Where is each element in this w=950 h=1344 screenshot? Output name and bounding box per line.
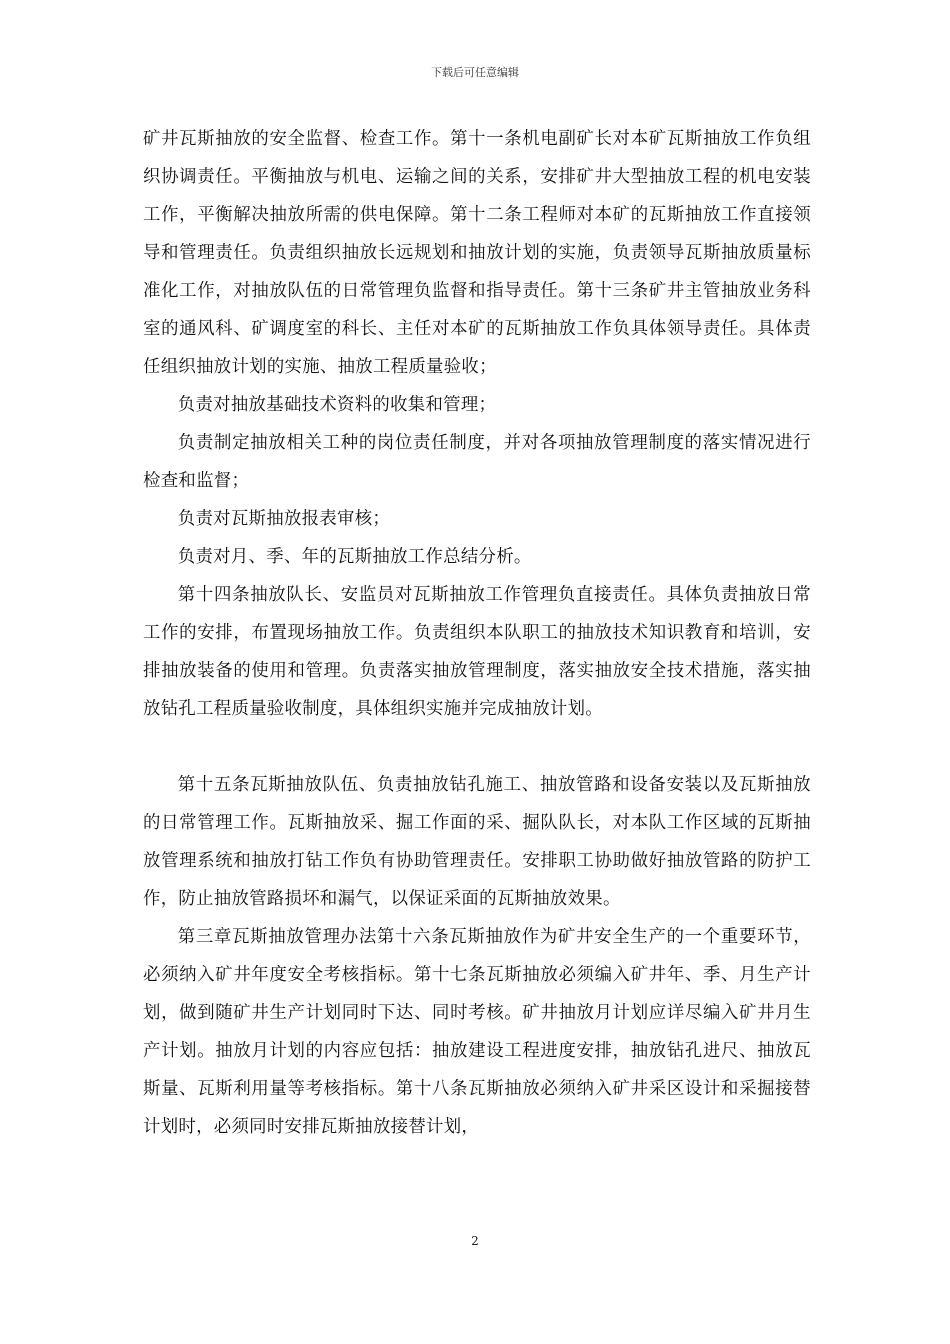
paragraph-article-15: 第十五条瓦斯抽放队伍、负责抽放钻孔施工、抽放管路和设备安装以及瓦斯抽放的日常管理工作。瓦斯抽放采、掘工作面的采、掘队队长，对本队工作区域的瓦斯抽放管理系统和抽放打钻工作负有协助管理责任。安排职工协助做好抽放管路的防护工作，防止抽放管路损坏和漏气，以保证采面的瓦斯抽放效果。 — [143, 775, 811, 909]
page-header: 下载后可任意编辑 — [431, 66, 519, 79]
paragraph-spacer — [143, 728, 811, 766]
paragraph-item: 负责制定抽放相关工种的岗位责任制度，并对各项抽放管理制度的落实情况进行检查和监督； — [143, 433, 811, 491]
paragraph-item: 负责对瓦斯抽放报表审核； — [177, 509, 391, 529]
document-body — [143, 120, 811, 1146]
paragraph-item: 负责对月、季、年的瓦斯抽放工作总结分析。 — [177, 547, 532, 567]
paragraph-article-14: 第十四条抽放队长、安监员对瓦斯抽放工作管理负直接责任。具体负责抽放日常工作的安排，布置现场抽放工作。负责组织本队职工的抽放技术知识教育和培训，安排抽放装备的使用和管理。负责落实抽放管理制度，落实抽放安全技术措施，落实抽放钻孔工程质量验收制度，具体组织实施并完成抽放计划。 — [143, 585, 811, 719]
paragraph-continued: 矿井瓦斯抽放的安全监督、检查工作。第十一条机电副矿长对本矿瓦斯抽放工作负组织协调责任。平衡抽放与机电、运输之间的关系，安排矿井大型抽放工程的机电安装工作，平衡解决抽放所需的供电保障。第十二条工程师对本矿的瓦斯抽放工作直接领导和管理责任。负责组织抽放长远规划和抽放计划的实施，负责领导瓦斯抽放质量标准化工作，对抽放队伍的日常管理负监督和指导责任。第十三条矿井主管抽放业务科室的通风科、矿调度室的科长、主任对本矿的瓦斯抽放工作负具体领导责任。具体责任组织抽放计划的实施、抽放工程质量验收； — [143, 129, 811, 377]
paragraph-chapter-3: 第三章瓦斯抽放管理办法第十六条瓦斯抽放作为矿井安全生产的一个重要环节，必须纳入矿井年度安全考核指标。第十七条瓦斯抽放必须编入矿井年、季、月生产计划，做到随矿井生产计划同时下达、同时考核。矿井抽放月计划应详尽编入矿井月生产计划。抽放月计划的内容应包括：抽放建设工程进度安排，抽放钻孔进尺、抽放瓦斯量、瓦斯利用量等考核指标。第十八条瓦斯抽放必须纳入矿井采区设计和采掘接替计划时，必须同时安排瓦斯抽放接替计划， — [143, 927, 811, 1137]
page-number: 2 — [471, 1234, 479, 1248]
paragraph-item: 负责对抽放基础技术资料的收集和管理； — [177, 395, 497, 415]
